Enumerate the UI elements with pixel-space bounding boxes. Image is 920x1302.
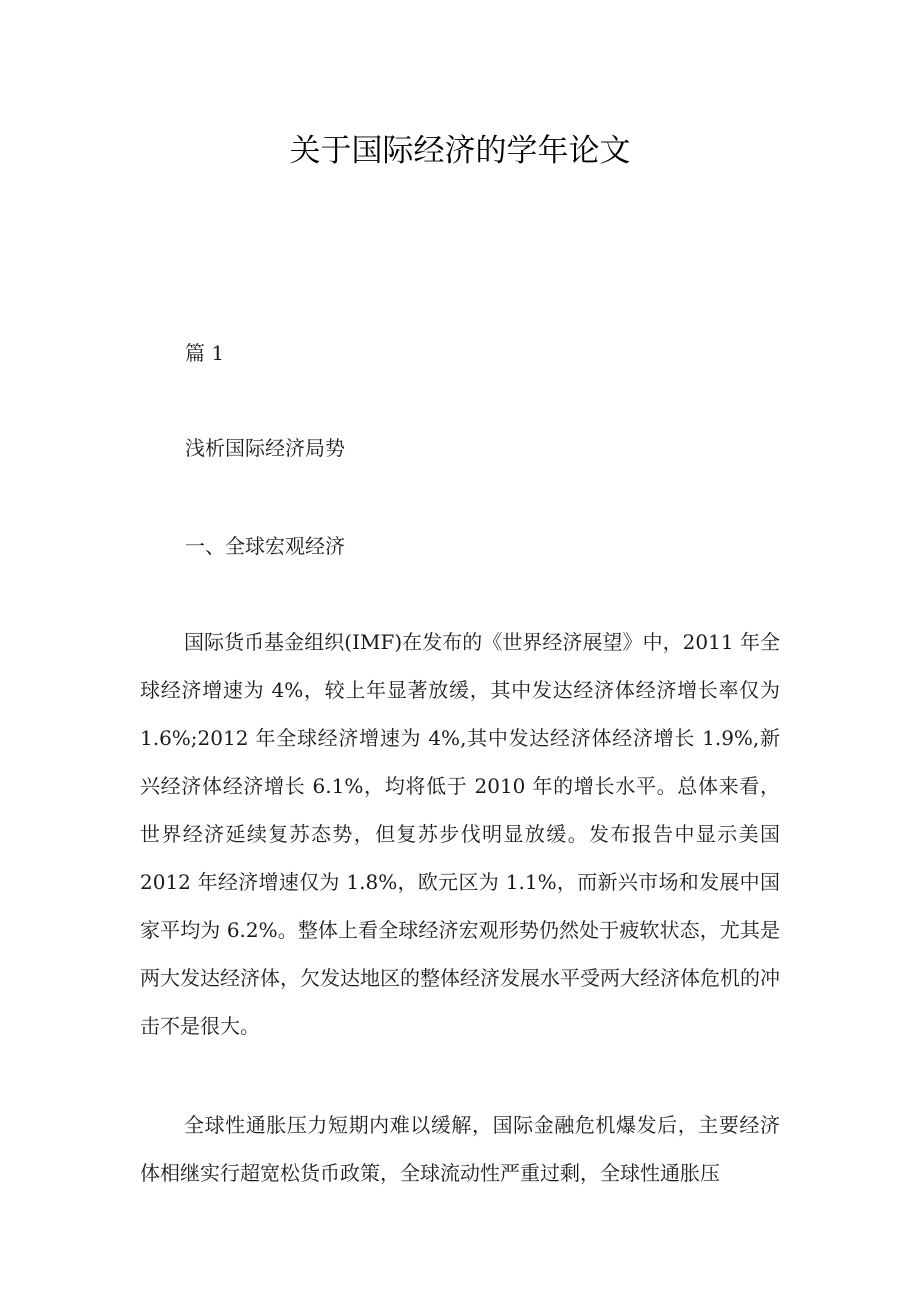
section-label: 篇 1 [185, 341, 225, 365]
body-paragraph-2: 全球性通胀压力短期内难以缓解，国际金融危机爆发后，主要经济体相继实行超宽松货币政策，全球流动性严重过剩，全球性通胀压 [140, 1113, 780, 1185]
body-paragraph-1: 国际货币基金组织(IMF)在发布的《世界经济展望》中，2011 年全球经济增速为 4%，较上年显著放缓，其中发达经济体经济增长率仅为 1.6%;2012 年全球经济增速为 4%,其中发达经济体经济增长 1.9%,新兴经济体经济增长 6.1%，均将低于 2010 年的增长水平。总体来看，世界经济延续复苏态势，但复苏步伐明显放缓。发布报告中显示美国 2012 年经济增速仅为 1.8%，欧元区为 1.1%，而新兴市场和发展中国家平均为 6.2%。整体上看全球经济宏观形势仍然处于疲软状态，尤其是两大发达经济体，欠发达地区的整体经济发展水平受两大经济体危机的冲击不是很大。 [140, 630, 780, 1038]
document-title: 关于国际经济的学年论文 [289, 133, 631, 169]
section-heading: 一、全球宏观经济 [185, 534, 345, 558]
article-title: 浅析国际经济局势 [185, 436, 345, 460]
